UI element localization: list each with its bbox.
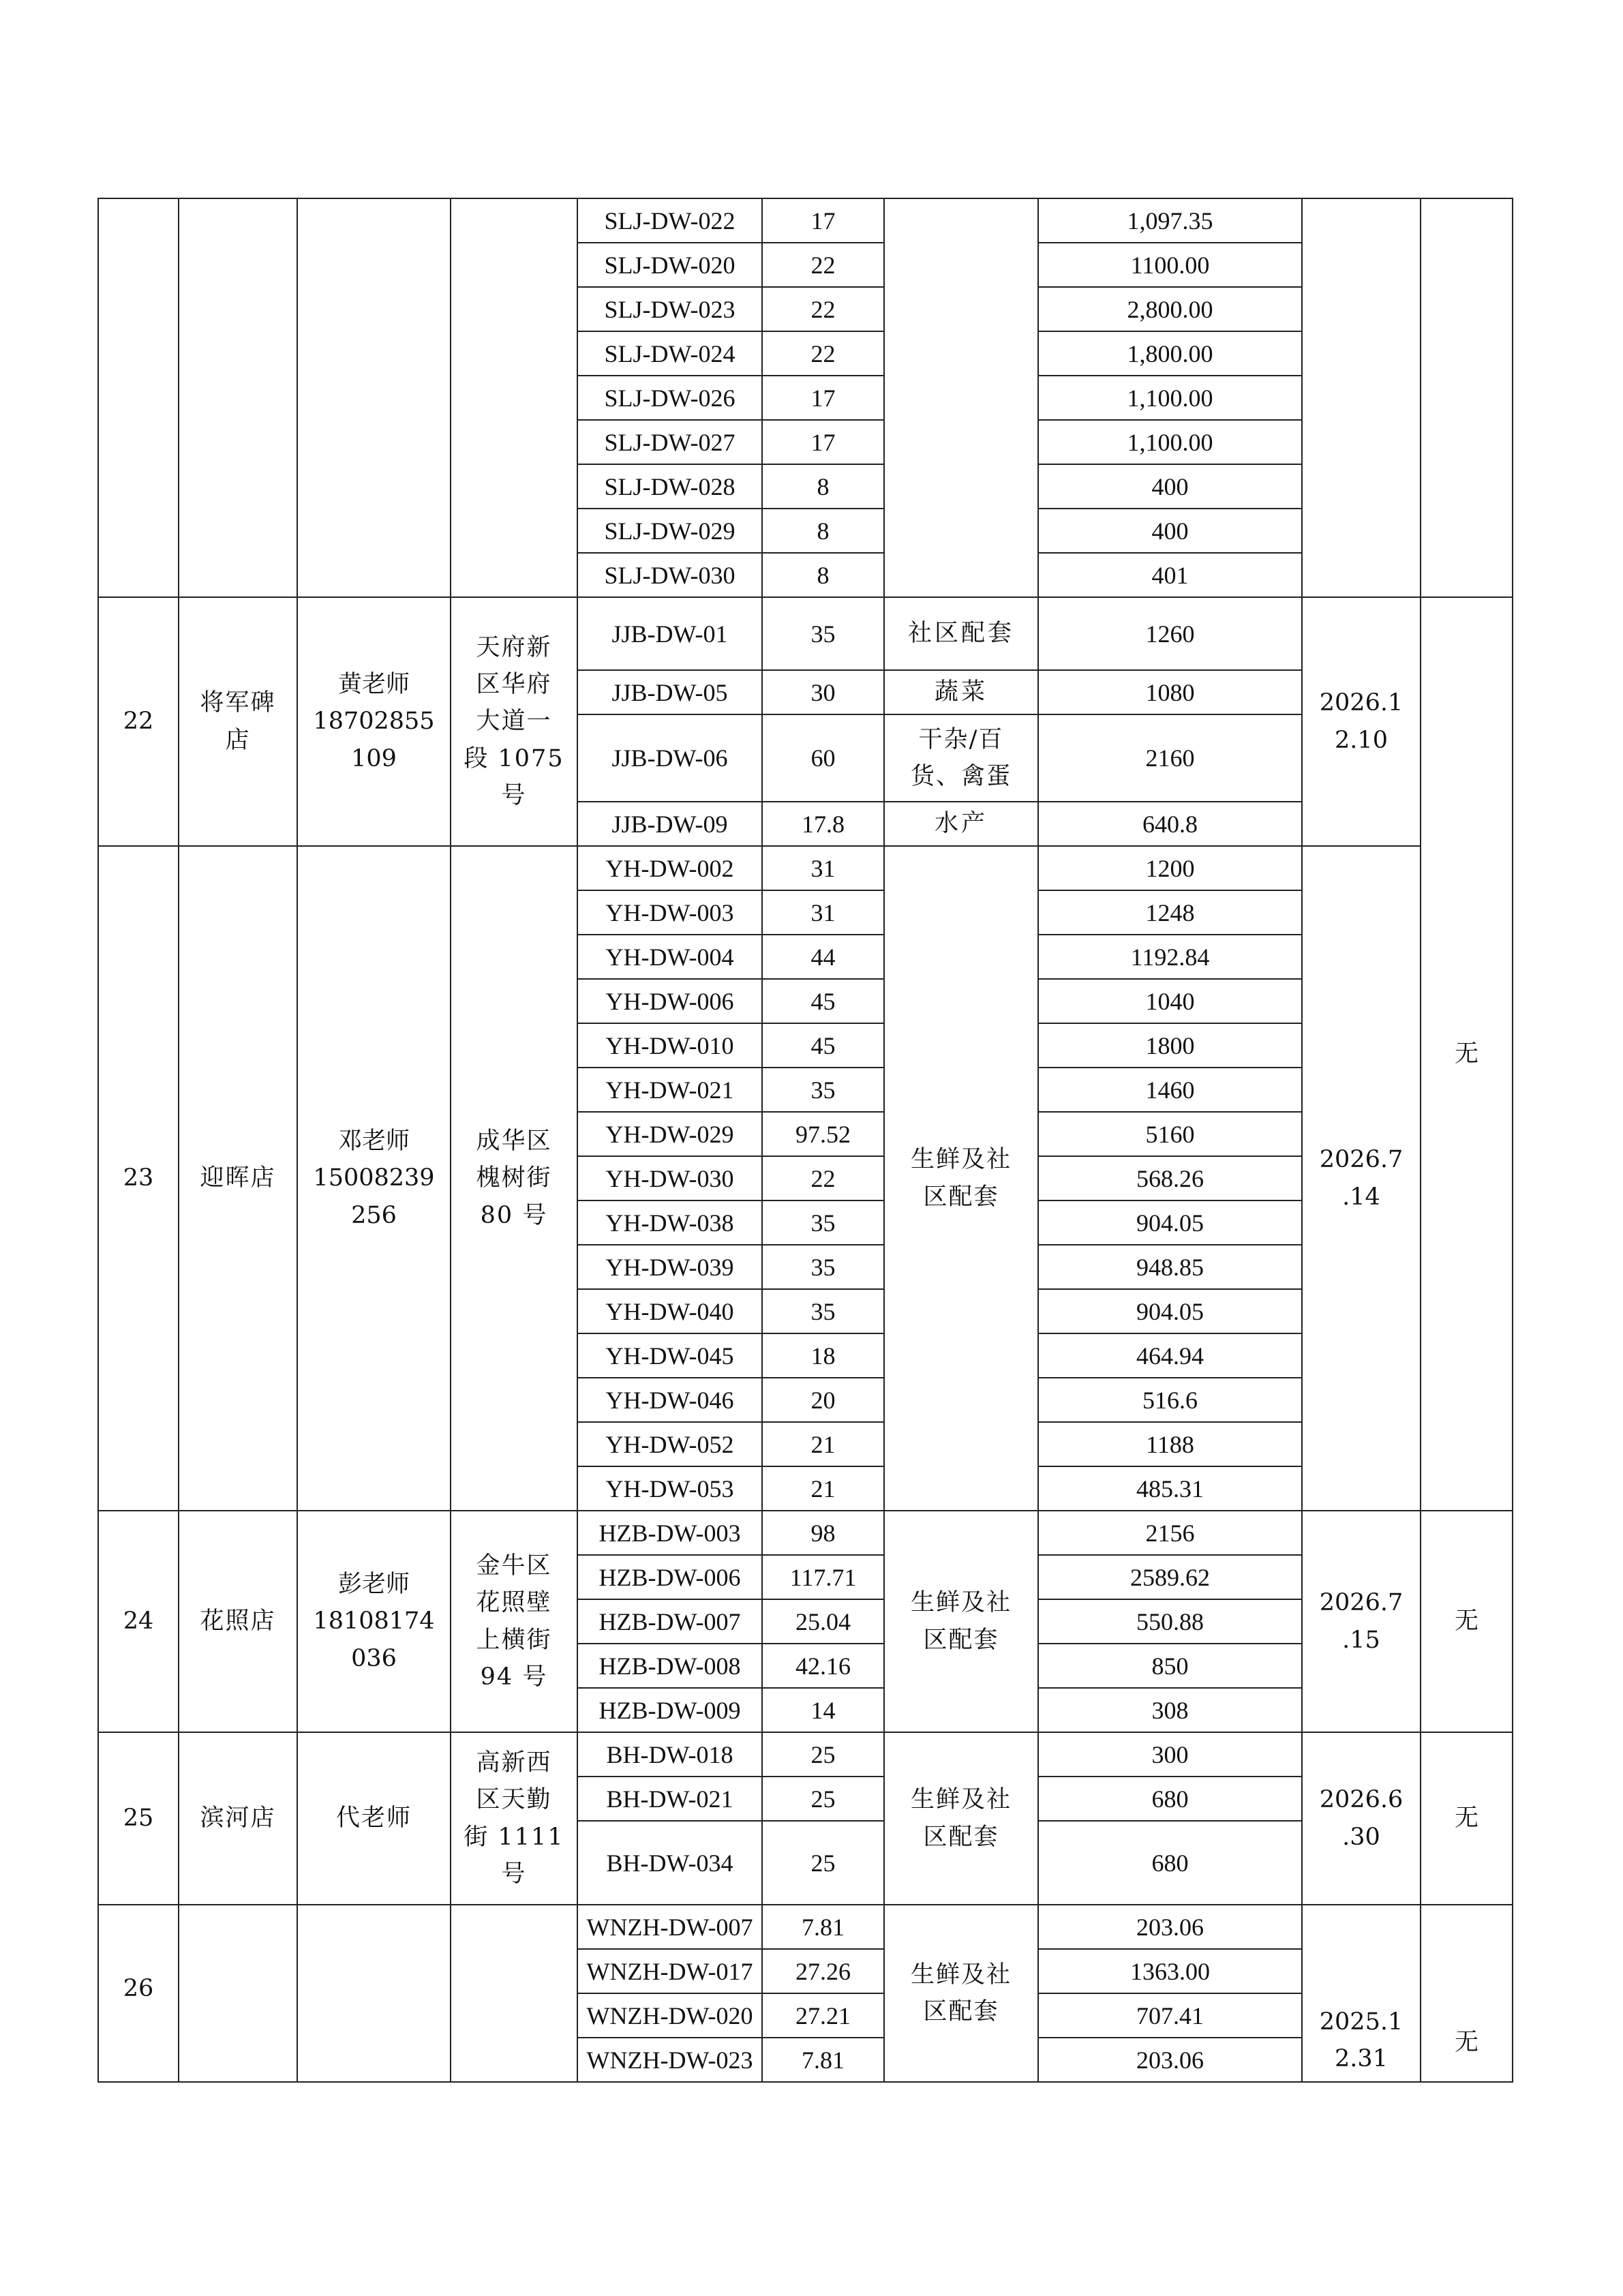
unit-rent-cell: 680 — [1038, 1777, 1302, 1821]
unit-rent-cell: 904.05 — [1038, 1289, 1302, 1333]
unit-code-cell: YH-DW-003 — [577, 890, 762, 935]
category: 生鲜及社 区配套 — [910, 1589, 1012, 1654]
unit-code-cell: BH-DW-021 — [577, 1777, 762, 1821]
unit-code-cell: SLJ-DW-027 — [577, 420, 762, 464]
unit-area-cell: 7.81 — [762, 2038, 884, 2082]
row-number-cell: 25 — [98, 1732, 179, 1905]
unit-rent-cell: 485.31 — [1038, 1466, 1302, 1511]
unit-area-cell: 7.81 — [762, 1905, 884, 1949]
store-name-cell: 花照店 — [179, 1511, 297, 1732]
unit-code-cell: YH-DW-010 — [577, 1023, 762, 1068]
unit-code-cell: SLJ-DW-022 — [577, 198, 762, 243]
unit-code-cell: YH-DW-038 — [577, 1200, 762, 1245]
unit-rent-cell: 904.05 — [1038, 1200, 1302, 1245]
unit-rent-cell: 203.06 — [1038, 2038, 1302, 2082]
unit-code-cell: YH-DW-052 — [577, 1422, 762, 1466]
store-name-cell — [179, 198, 297, 597]
unit-rent-cell: 1363.00 — [1038, 1949, 1302, 1993]
expiry-cell — [1302, 1905, 1421, 2082]
note-cell — [1421, 1905, 1513, 2082]
contact-cell — [297, 597, 451, 846]
unit-area-cell: 25.04 — [762, 1599, 884, 1644]
unit-area-cell: 8 — [762, 464, 884, 509]
row-number-cell — [98, 198, 179, 597]
category: 干杂/百 货、禽蛋 — [910, 725, 1012, 790]
address: 天府新 区华府 大道一 段 1075 号 — [464, 633, 564, 809]
unit-code-cell: WNZH-DW-023 — [577, 2038, 762, 2082]
unit-area-cell: 8 — [762, 509, 884, 553]
unit-code-cell: BH-DW-034 — [577, 1821, 762, 1905]
table-row — [98, 597, 1513, 670]
address: 成华区 槐树街 80 号 — [476, 1128, 552, 1229]
unit-rent-cell: 1188 — [1038, 1422, 1302, 1466]
expiry-date: 2026.7 .15 — [1319, 1589, 1404, 1654]
unit-rent-cell: 1,100.00 — [1038, 376, 1302, 420]
expiry-cell — [1302, 846, 1421, 1511]
unit-rent-cell: 850 — [1038, 1644, 1302, 1688]
address-cell — [451, 1511, 577, 1732]
unit-area-cell: 25 — [762, 1732, 884, 1777]
unit-code-cell: YH-DW-046 — [577, 1378, 762, 1422]
category-cell — [884, 1511, 1038, 1732]
unit-area-cell: 45 — [762, 1023, 884, 1068]
unit-rent-cell: 401 — [1038, 553, 1302, 597]
unit-code-cell: SLJ-DW-024 — [577, 331, 762, 376]
address-cell — [451, 198, 577, 597]
category: 生鲜及社 区配套 — [910, 1786, 1012, 1851]
unit-rent-cell: 680 — [1038, 1821, 1302, 1905]
category-cell — [884, 1905, 1038, 2082]
unit-code-cell: SLJ-DW-023 — [577, 287, 762, 331]
unit-code-cell: BH-DW-018 — [577, 1732, 762, 1777]
unit-rent-cell: 1260 — [1038, 597, 1302, 670]
unit-rent-cell: 640.8 — [1038, 802, 1302, 846]
address-cell — [451, 1905, 577, 2082]
unit-code-cell: HZB-DW-009 — [577, 1688, 762, 1732]
unit-rent-cell: 2160 — [1038, 714, 1302, 802]
unit-area-cell: 22 — [762, 243, 884, 287]
unit-code-cell: YH-DW-040 — [577, 1289, 762, 1333]
row-number-cell: 24 — [98, 1511, 179, 1732]
unit-area-cell: 20 — [762, 1378, 884, 1422]
unit-code-cell: YH-DW-021 — [577, 1068, 762, 1112]
unit-code-cell: YH-DW-039 — [577, 1245, 762, 1289]
unit-rent-cell: 1100.00 — [1038, 243, 1302, 287]
unit-rent-cell: 464.94 — [1038, 1333, 1302, 1378]
address: 金牛区 花照壁 上横街 94 号 — [476, 1552, 552, 1691]
unit-rent-cell: 2,800.00 — [1038, 287, 1302, 331]
unit-rent-cell: 707.41 — [1038, 1993, 1302, 2038]
unit-area-cell: 30 — [762, 670, 884, 714]
table-row — [98, 198, 1513, 243]
unit-area-cell: 21 — [762, 1422, 884, 1466]
contact-cell — [297, 1511, 451, 1732]
note-cell: 无 — [1421, 1511, 1513, 1732]
unit-area-cell: 45 — [762, 979, 884, 1023]
contact-cell: 代老师 — [297, 1732, 451, 1905]
note-cell: 无 — [1421, 1732, 1513, 1905]
unit-area-cell: 21 — [762, 1466, 884, 1511]
unit-area-cell: 44 — [762, 935, 884, 979]
unit-rent-cell: 2589.62 — [1038, 1555, 1302, 1599]
expiry-cell — [1302, 1511, 1421, 1732]
category-cell — [884, 846, 1038, 1511]
unit-rent-cell: 2156 — [1038, 1511, 1302, 1555]
address-cell — [451, 1732, 577, 1905]
unit-area-cell: 98 — [762, 1511, 884, 1555]
unit-area-cell: 97.52 — [762, 1112, 884, 1156]
unit-area-cell: 35 — [762, 1289, 884, 1333]
store-name: 将军碑 店 — [200, 689, 276, 754]
expiry-date: 2026.6 .30 — [1319, 1786, 1404, 1851]
unit-code-cell: YH-DW-006 — [577, 979, 762, 1023]
unit-area-cell: 22 — [762, 287, 884, 331]
unit-code-cell: YH-DW-002 — [577, 846, 762, 890]
unit-code-cell: HZB-DW-006 — [577, 1555, 762, 1599]
unit-code-cell: WNZH-DW-020 — [577, 1993, 762, 2038]
store-name-cell — [179, 1905, 297, 2082]
row-number-cell: 23 — [98, 846, 179, 1511]
unit-code-cell: HZB-DW-003 — [577, 1511, 762, 1555]
unit-area-cell: 18 — [762, 1333, 884, 1378]
store-unit-table — [97, 198, 1513, 2083]
unit-rent-cell: 400 — [1038, 464, 1302, 509]
contact: 彭老师 18108174 036 — [313, 1571, 435, 1672]
unit-code-cell: WNZH-DW-007 — [577, 1905, 762, 1949]
unit-area-cell: 35 — [762, 1200, 884, 1245]
contact-cell — [297, 846, 451, 1511]
row-number-cell: 22 — [98, 597, 179, 846]
unit-area-cell: 31 — [762, 846, 884, 890]
address-cell — [451, 597, 577, 846]
unit-code-cell: SLJ-DW-026 — [577, 376, 762, 420]
unit-area-cell: 25 — [762, 1821, 884, 1905]
unit-area-cell: 42.16 — [762, 1644, 884, 1688]
unit-area-cell: 17 — [762, 420, 884, 464]
expiry-date: 2026.7 .14 — [1319, 1146, 1404, 1211]
unit-rent-cell: 203.06 — [1038, 1905, 1302, 1949]
expiry-cell — [1302, 597, 1421, 846]
note-cell: 无 — [1421, 597, 1513, 1511]
unit-area-cell: 60 — [762, 714, 884, 802]
category-cell: 社区配套 — [884, 597, 1038, 670]
unit-code-cell: SLJ-DW-020 — [577, 243, 762, 287]
category: 生鲜及社 区配套 — [910, 1961, 1012, 2025]
contact: 黄老师 18702855 109 — [313, 671, 435, 772]
unit-rent-cell: 1460 — [1038, 1068, 1302, 1112]
store-name-cell: 迎晖店 — [179, 846, 297, 1511]
expiry-date: 2025.1 2.31 — [1319, 2008, 1404, 2072]
row-number-cell — [98, 1905, 179, 2082]
unit-rent-cell: 5160 — [1038, 1112, 1302, 1156]
contact: 邓老师 15008239 256 — [313, 1128, 435, 1229]
contact-cell — [297, 198, 451, 597]
address-cell — [451, 846, 577, 1511]
category-cell: 蔬菜 — [884, 670, 1038, 714]
unit-code-cell: WNZH-DW-017 — [577, 1949, 762, 1993]
unit-rent-cell: 1200 — [1038, 846, 1302, 890]
store-name-cell: 滨河店 — [179, 1732, 297, 1905]
unit-area-cell: 8 — [762, 553, 884, 597]
unit-area-cell: 117.71 — [762, 1555, 884, 1599]
note-cell — [1421, 198, 1513, 597]
note: 无 — [1454, 2028, 1478, 2056]
table-row — [98, 1732, 1513, 1777]
store-name-cell — [179, 597, 297, 846]
unit-rent-cell: 948.85 — [1038, 1245, 1302, 1289]
unit-code-cell: YH-DW-030 — [577, 1156, 762, 1200]
unit-code-cell: JJB-DW-09 — [577, 802, 762, 846]
unit-code-cell: SLJ-DW-029 — [577, 509, 762, 553]
unit-rent-cell: 1,097.35 — [1038, 198, 1302, 243]
unit-rent-cell: 1800 — [1038, 1023, 1302, 1068]
unit-rent-cell: 400 — [1038, 509, 1302, 553]
unit-code-cell: HZB-DW-008 — [577, 1644, 762, 1688]
category-cell — [884, 714, 1038, 802]
category-cell — [884, 1732, 1038, 1905]
unit-area-cell: 35 — [762, 1068, 884, 1112]
unit-area-cell: 17 — [762, 198, 884, 243]
unit-area-cell: 22 — [762, 331, 884, 376]
unit-rent-cell: 1,800.00 — [1038, 331, 1302, 376]
unit-area-cell: 22 — [762, 1156, 884, 1200]
unit-area-cell: 35 — [762, 597, 884, 670]
unit-code-cell: JJB-DW-06 — [577, 714, 762, 802]
category-cell: 水产 — [884, 802, 1038, 846]
expiry-date: 2026.1 2.10 — [1319, 689, 1404, 754]
unit-area-cell: 27.26 — [762, 1949, 884, 1993]
table-row — [98, 1511, 1513, 1555]
unit-area-cell: 27.21 — [762, 1993, 884, 2038]
unit-rent-cell: 300 — [1038, 1732, 1302, 1777]
unit-area-cell: 14 — [762, 1688, 884, 1732]
unit-rent-cell: 568.26 — [1038, 1156, 1302, 1200]
table-row — [98, 1905, 1513, 1949]
contact-cell — [297, 1905, 451, 2082]
unit-rent-cell: 1080 — [1038, 670, 1302, 714]
unit-code-cell: JJB-DW-05 — [577, 670, 762, 714]
unit-code-cell: YH-DW-004 — [577, 935, 762, 979]
row-number: 26 — [123, 1975, 154, 2002]
unit-area-cell: 35 — [762, 1245, 884, 1289]
table-row — [98, 846, 1513, 890]
unit-code-cell: YH-DW-053 — [577, 1466, 762, 1511]
unit-area-cell: 31 — [762, 890, 884, 935]
unit-code-cell: YH-DW-029 — [577, 1112, 762, 1156]
unit-rent-cell: 308 — [1038, 1688, 1302, 1732]
unit-code-cell: SLJ-DW-030 — [577, 553, 762, 597]
unit-code-cell: YH-DW-045 — [577, 1333, 762, 1378]
unit-rent-cell: 1040 — [1038, 979, 1302, 1023]
unit-code-cell: JJB-DW-01 — [577, 597, 762, 670]
unit-area-cell: 25 — [762, 1777, 884, 1821]
unit-rent-cell: 516.6 — [1038, 1378, 1302, 1422]
unit-rent-cell: 1248 — [1038, 890, 1302, 935]
unit-rent-cell: 1192.84 — [1038, 935, 1302, 979]
unit-code-cell: HZB-DW-007 — [577, 1599, 762, 1644]
unit-rent-cell: 550.88 — [1038, 1599, 1302, 1644]
address: 高新西 区天勤 街 1111 号 — [464, 1749, 564, 1888]
unit-code-cell: SLJ-DW-028 — [577, 464, 762, 509]
category: 生鲜及社 区配套 — [910, 1146, 1012, 1211]
unit-area-cell: 17.8 — [762, 802, 884, 846]
unit-rent-cell: 1,100.00 — [1038, 420, 1302, 464]
expiry-cell — [1302, 198, 1421, 597]
unit-area-cell: 17 — [762, 376, 884, 420]
category-cell — [884, 198, 1038, 597]
expiry-cell — [1302, 1732, 1421, 1905]
